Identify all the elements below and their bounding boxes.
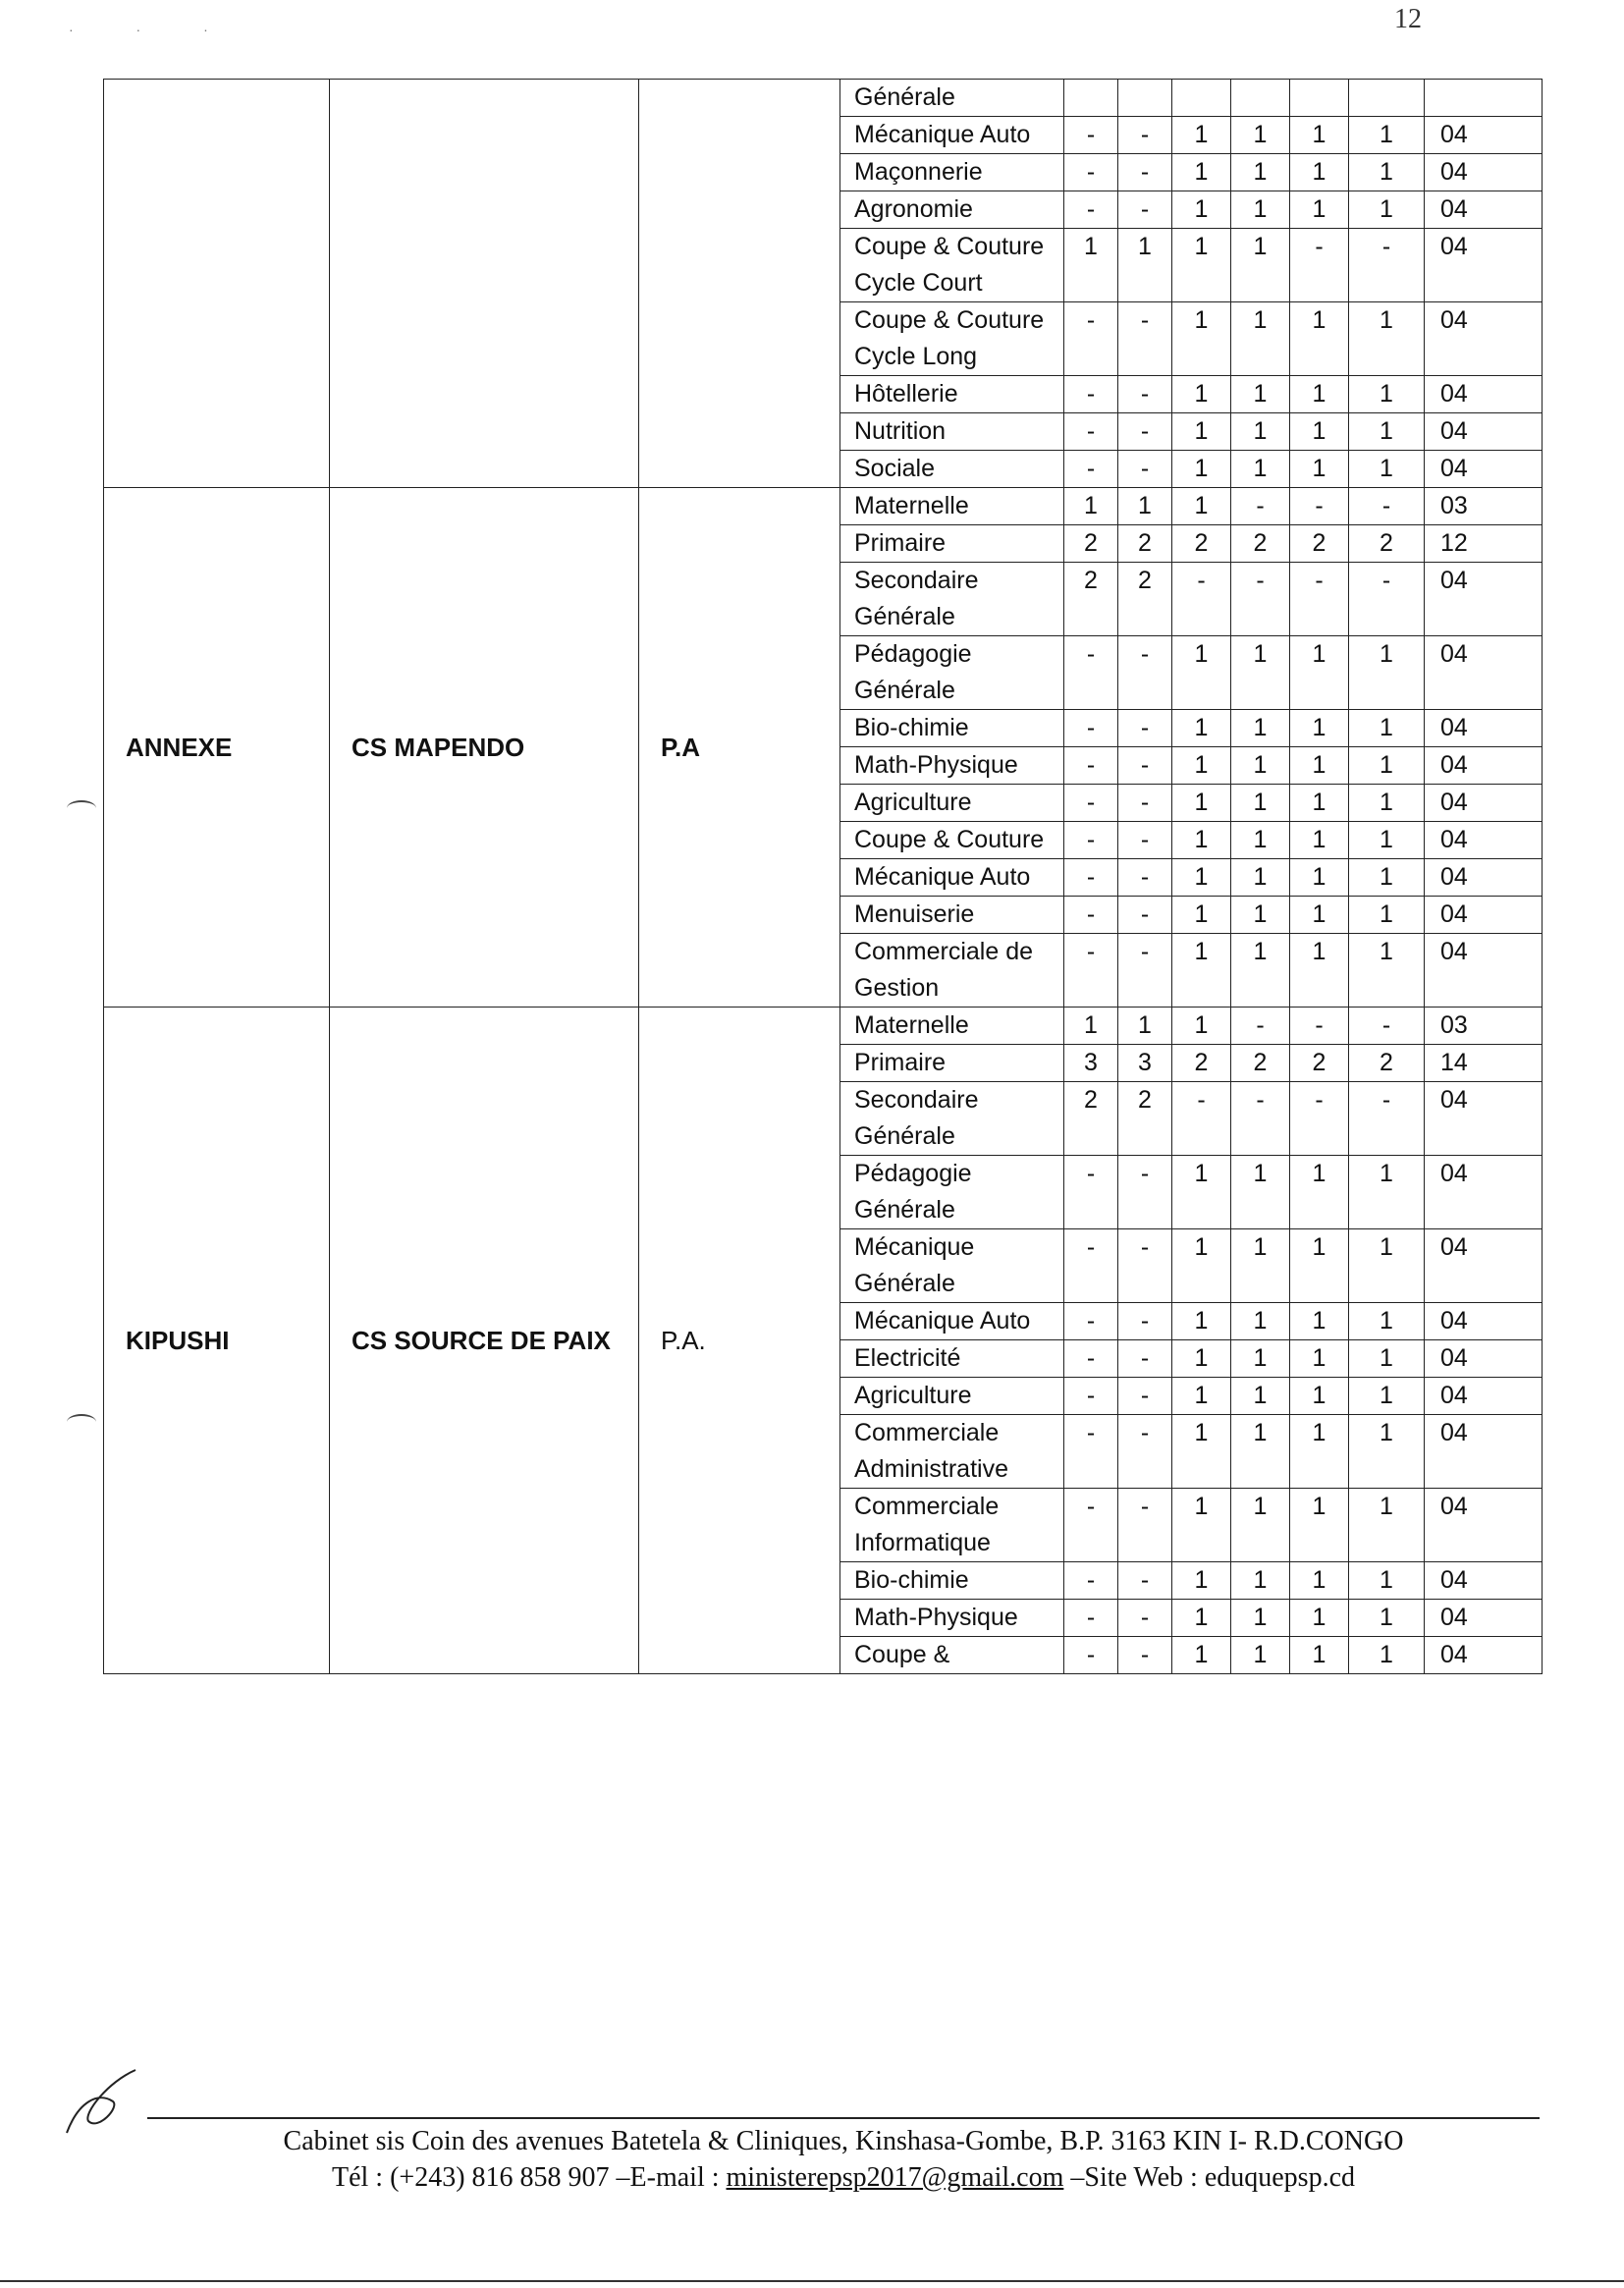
course-cell: Nutrition bbox=[840, 413, 1064, 451]
count-cell: - bbox=[1064, 376, 1118, 413]
course-cell: Agronomie bbox=[840, 191, 1064, 229]
count-cell: - bbox=[1064, 1562, 1118, 1600]
count-cell: 1 bbox=[1231, 376, 1290, 413]
course-cell: Maçonnerie bbox=[840, 154, 1064, 191]
region-cell: KIPUSHI bbox=[104, 1008, 330, 1674]
course-cell: Primaire bbox=[840, 525, 1064, 563]
count-cell: 2 bbox=[1290, 525, 1349, 563]
count-cell bbox=[1349, 80, 1425, 117]
count-cell: 1 bbox=[1231, 302, 1290, 376]
footer-address: Cabinet sis Coin des avenues Batetela & Cliniques, Kinshasa-Gombe, B.P. 3163 KIN I- R.D.CONGO bbox=[283, 2126, 1404, 2156]
count-cell: - bbox=[1118, 1600, 1172, 1637]
count-cell: 1 bbox=[1290, 822, 1349, 859]
count-cell: 1 bbox=[1172, 117, 1231, 154]
course-cell: Commerciale Administrative bbox=[840, 1415, 1064, 1489]
count-cell: - bbox=[1118, 191, 1172, 229]
count-cell: 2 bbox=[1231, 1045, 1290, 1082]
count-cell: 1 bbox=[1172, 191, 1231, 229]
count-cell: - bbox=[1231, 563, 1290, 636]
count-cell: - bbox=[1118, 934, 1172, 1008]
margin-mark bbox=[67, 1414, 96, 1430]
count-cell: 1 bbox=[1290, 1156, 1349, 1229]
count-cell: 1 bbox=[1231, 154, 1290, 191]
count-cell: 1 bbox=[1172, 413, 1231, 451]
count-cell: 1 bbox=[1349, 1378, 1425, 1415]
count-cell: 1 bbox=[1231, 1489, 1290, 1562]
count-cell: - bbox=[1064, 822, 1118, 859]
count-cell: 3 bbox=[1064, 1045, 1118, 1082]
region-cell: ANNEXE bbox=[104, 488, 330, 1008]
count-cell: 1 bbox=[1231, 1303, 1290, 1340]
course-cell: Générale bbox=[840, 80, 1064, 117]
total-cell: 04 bbox=[1425, 747, 1543, 785]
total-cell: 04 bbox=[1425, 376, 1543, 413]
count-cell bbox=[1118, 80, 1172, 117]
count-cell: 1 bbox=[1290, 934, 1349, 1008]
count-cell: 2 bbox=[1172, 1045, 1231, 1082]
count-cell: - bbox=[1064, 413, 1118, 451]
total-cell: 04 bbox=[1425, 1082, 1543, 1156]
school-cell: CS MAPENDO bbox=[330, 488, 639, 1008]
count-cell: 1 bbox=[1349, 413, 1425, 451]
count-cell: - bbox=[1118, 451, 1172, 488]
count-cell: 1 bbox=[1172, 302, 1231, 376]
count-cell: 1 bbox=[1231, 934, 1290, 1008]
course-cell: Secondaire Générale bbox=[840, 563, 1064, 636]
count-cell: - bbox=[1118, 413, 1172, 451]
count-cell: - bbox=[1064, 117, 1118, 154]
count-cell: 2 bbox=[1349, 525, 1425, 563]
count-cell: - bbox=[1064, 747, 1118, 785]
count-cell: 1 bbox=[1231, 1637, 1290, 1674]
course-cell: Mécanique Auto bbox=[840, 859, 1064, 897]
count-cell: 1 bbox=[1231, 1340, 1290, 1378]
count-cell: - bbox=[1064, 1415, 1118, 1489]
count-cell: 1 bbox=[1231, 191, 1290, 229]
count-cell: 1 bbox=[1231, 1229, 1290, 1303]
count-cell: 2 bbox=[1064, 563, 1118, 636]
count-cell: 1 bbox=[1172, 376, 1231, 413]
count-cell: 1 bbox=[1172, 1637, 1231, 1674]
total-cell: 04 bbox=[1425, 302, 1543, 376]
count-cell: 1 bbox=[1172, 934, 1231, 1008]
course-cell: Mécanique Générale bbox=[840, 1229, 1064, 1303]
count-cell: - bbox=[1064, 897, 1118, 934]
count-cell: - bbox=[1064, 710, 1118, 747]
count-cell bbox=[1231, 80, 1290, 117]
count-cell: - bbox=[1290, 488, 1349, 525]
count-cell: 1 bbox=[1349, 785, 1425, 822]
count-cell: - bbox=[1349, 563, 1425, 636]
count-cell: 1 bbox=[1290, 376, 1349, 413]
count-cell: 1 bbox=[1172, 1378, 1231, 1415]
count-cell: - bbox=[1064, 785, 1118, 822]
course-cell: Agriculture bbox=[840, 785, 1064, 822]
school-cell: CS SOURCE DE PAIX bbox=[330, 1008, 639, 1674]
count-cell: 1 bbox=[1290, 154, 1349, 191]
count-cell: - bbox=[1064, 1600, 1118, 1637]
count-cell: 1 bbox=[1172, 1303, 1231, 1340]
course-cell: Hôtellerie bbox=[840, 376, 1064, 413]
table-row bbox=[104, 1008, 1543, 1045]
count-cell: - bbox=[1290, 229, 1349, 302]
count-cell: 2 bbox=[1118, 525, 1172, 563]
footer-divider bbox=[147, 2117, 1540, 2119]
count-cell: 1 bbox=[1118, 488, 1172, 525]
count-cell: - bbox=[1349, 229, 1425, 302]
count-cell: 1 bbox=[1231, 897, 1290, 934]
count-cell: - bbox=[1064, 1156, 1118, 1229]
count-cell: 1 bbox=[1349, 710, 1425, 747]
count-cell: - bbox=[1118, 154, 1172, 191]
count-cell: 1 bbox=[1290, 1600, 1349, 1637]
count-cell: 1 bbox=[1172, 897, 1231, 934]
count-cell: 1 bbox=[1290, 747, 1349, 785]
count-cell: - bbox=[1118, 710, 1172, 747]
total-cell: 04 bbox=[1425, 636, 1543, 710]
count-cell: 1 bbox=[1172, 1562, 1231, 1600]
count-cell: 1 bbox=[1349, 934, 1425, 1008]
count-cell: 1 bbox=[1290, 1229, 1349, 1303]
count-cell: 1 bbox=[1231, 636, 1290, 710]
footer-email-link[interactable]: ministerepsp2017@gmail.com bbox=[726, 2162, 1064, 2193]
count-cell: - bbox=[1064, 191, 1118, 229]
status-cell: P.A bbox=[639, 488, 840, 1008]
total-cell: 04 bbox=[1425, 859, 1543, 897]
count-cell bbox=[1064, 80, 1118, 117]
count-cell: 1 bbox=[1231, 229, 1290, 302]
total-cell: 03 bbox=[1425, 1008, 1543, 1045]
course-cell: Coupe & Couture bbox=[840, 822, 1064, 859]
count-cell: 1 bbox=[1349, 1489, 1425, 1562]
course-cell: Pédagogie Générale bbox=[840, 1156, 1064, 1229]
count-cell: 1 bbox=[1172, 488, 1231, 525]
count-cell: 1 bbox=[1064, 229, 1118, 302]
count-cell: 1 bbox=[1290, 191, 1349, 229]
course-cell: Menuiserie bbox=[840, 897, 1064, 934]
page-bottom-edge bbox=[0, 2280, 1624, 2282]
count-cell: - bbox=[1064, 1378, 1118, 1415]
count-cell: 1 bbox=[1231, 1156, 1290, 1229]
count-cell: - bbox=[1118, 822, 1172, 859]
count-cell: 1 bbox=[1064, 488, 1118, 525]
total-cell: 04 bbox=[1425, 822, 1543, 859]
footer bbox=[147, 2123, 1540, 2196]
count-cell: 1 bbox=[1172, 636, 1231, 710]
count-cell: 1 bbox=[1290, 1637, 1349, 1674]
course-cell: Mécanique Auto bbox=[840, 117, 1064, 154]
count-cell: 1 bbox=[1349, 154, 1425, 191]
course-cell: Maternelle bbox=[840, 1008, 1064, 1045]
count-cell: - bbox=[1118, 117, 1172, 154]
count-cell: 1 bbox=[1349, 376, 1425, 413]
count-cell: - bbox=[1064, 859, 1118, 897]
count-cell: 1 bbox=[1118, 229, 1172, 302]
count-cell: 1 bbox=[1231, 413, 1290, 451]
count-cell: - bbox=[1290, 563, 1349, 636]
count-cell: - bbox=[1118, 376, 1172, 413]
count-cell: 1 bbox=[1290, 1415, 1349, 1489]
course-cell: Coupe & bbox=[840, 1637, 1064, 1674]
total-cell: 04 bbox=[1425, 785, 1543, 822]
count-cell: 1 bbox=[1231, 859, 1290, 897]
count-cell: - bbox=[1064, 451, 1118, 488]
count-cell: 2 bbox=[1118, 563, 1172, 636]
total-cell: 04 bbox=[1425, 451, 1543, 488]
course-cell: Sociale bbox=[840, 451, 1064, 488]
scan-specks: · · · bbox=[69, 22, 238, 37]
count-cell: - bbox=[1231, 488, 1290, 525]
count-cell: - bbox=[1118, 1637, 1172, 1674]
total-cell: 04 bbox=[1425, 1340, 1543, 1378]
course-cell: Pédagogie Générale bbox=[840, 636, 1064, 710]
count-cell: 1 bbox=[1172, 229, 1231, 302]
region-cell bbox=[104, 80, 330, 488]
count-cell: 1 bbox=[1290, 117, 1349, 154]
total-cell: 04 bbox=[1425, 1489, 1543, 1562]
count-cell: - bbox=[1118, 1229, 1172, 1303]
count-cell: - bbox=[1118, 1303, 1172, 1340]
count-cell: 2 bbox=[1290, 1045, 1349, 1082]
course-cell: Secondaire Générale bbox=[840, 1082, 1064, 1156]
total-cell: 04 bbox=[1425, 1415, 1543, 1489]
course-cell: Maternelle bbox=[840, 488, 1064, 525]
signature-mark bbox=[59, 2062, 147, 2141]
count-cell: 1 bbox=[1349, 1340, 1425, 1378]
footer-tel: Tél : (+243) 816 858 907 –E-mail : bbox=[332, 2162, 727, 2193]
count-cell: - bbox=[1064, 636, 1118, 710]
count-cell: - bbox=[1118, 1489, 1172, 1562]
table-row bbox=[104, 80, 1543, 117]
count-cell: 1 bbox=[1290, 785, 1349, 822]
count-cell: 3 bbox=[1118, 1045, 1172, 1082]
count-cell: 1 bbox=[1231, 822, 1290, 859]
count-cell: 1 bbox=[1349, 1637, 1425, 1674]
total-cell: 14 bbox=[1425, 1045, 1543, 1082]
total-cell: 04 bbox=[1425, 897, 1543, 934]
count-cell: 1 bbox=[1231, 710, 1290, 747]
count-cell: 1 bbox=[1290, 451, 1349, 488]
count-cell: 2 bbox=[1118, 1082, 1172, 1156]
total-cell: 04 bbox=[1425, 563, 1543, 636]
total-cell: 04 bbox=[1425, 1378, 1543, 1415]
count-cell: 1 bbox=[1172, 1489, 1231, 1562]
count-cell: - bbox=[1118, 1562, 1172, 1600]
count-cell: 2 bbox=[1349, 1045, 1425, 1082]
count-cell: 2 bbox=[1231, 525, 1290, 563]
course-cell: Electricité bbox=[840, 1340, 1064, 1378]
total-cell: 12 bbox=[1425, 525, 1543, 563]
count-cell: - bbox=[1118, 1378, 1172, 1415]
count-cell: 1 bbox=[1349, 1562, 1425, 1600]
total-cell: 04 bbox=[1425, 1600, 1543, 1637]
count-cell: - bbox=[1231, 1082, 1290, 1156]
count-cell: - bbox=[1118, 1415, 1172, 1489]
count-cell: - bbox=[1290, 1082, 1349, 1156]
count-cell: - bbox=[1064, 302, 1118, 376]
count-cell: 1 bbox=[1349, 636, 1425, 710]
total-cell: 04 bbox=[1425, 1229, 1543, 1303]
count-cell: 1 bbox=[1172, 785, 1231, 822]
total-cell: 04 bbox=[1425, 117, 1543, 154]
count-cell: - bbox=[1064, 1303, 1118, 1340]
count-cell: 1 bbox=[1349, 302, 1425, 376]
count-cell: - bbox=[1064, 1229, 1118, 1303]
total-cell: 04 bbox=[1425, 1637, 1543, 1674]
count-cell: - bbox=[1118, 897, 1172, 934]
count-cell: 1 bbox=[1172, 451, 1231, 488]
count-cell: 1 bbox=[1290, 636, 1349, 710]
count-cell: - bbox=[1064, 1637, 1118, 1674]
count-cell: 1 bbox=[1231, 1415, 1290, 1489]
count-cell: 2 bbox=[1064, 525, 1118, 563]
count-cell: - bbox=[1172, 1082, 1231, 1156]
count-cell bbox=[1172, 80, 1231, 117]
course-cell: Mécanique Auto bbox=[840, 1303, 1064, 1340]
count-cell: 1 bbox=[1231, 785, 1290, 822]
course-cell: Coupe & Couture Cycle Long bbox=[840, 302, 1064, 376]
count-cell: 2 bbox=[1064, 1082, 1118, 1156]
count-cell: 1 bbox=[1290, 1562, 1349, 1600]
total-cell: 04 bbox=[1425, 1303, 1543, 1340]
count-cell: 1 bbox=[1290, 897, 1349, 934]
count-cell: 1 bbox=[1349, 859, 1425, 897]
count-cell: 1 bbox=[1172, 710, 1231, 747]
count-cell: - bbox=[1118, 1156, 1172, 1229]
count-cell: 1 bbox=[1349, 1415, 1425, 1489]
count-cell: 1 bbox=[1172, 859, 1231, 897]
total-cell: 04 bbox=[1425, 1562, 1543, 1600]
count-cell: 1 bbox=[1349, 117, 1425, 154]
count-cell: - bbox=[1064, 1489, 1118, 1562]
count-cell: 1 bbox=[1231, 1562, 1290, 1600]
count-cell: 1 bbox=[1172, 154, 1231, 191]
count-cell: 1 bbox=[1172, 1156, 1231, 1229]
count-cell: 1 bbox=[1172, 822, 1231, 859]
allocation-table bbox=[103, 79, 1543, 1674]
total-cell: 04 bbox=[1425, 154, 1543, 191]
count-cell: - bbox=[1064, 1340, 1118, 1378]
status-cell bbox=[639, 80, 840, 488]
status-cell: P.A. bbox=[639, 1008, 840, 1674]
course-cell: Commerciale Informatique bbox=[840, 1489, 1064, 1562]
count-cell: 1 bbox=[1290, 1378, 1349, 1415]
count-cell: 1 bbox=[1349, 822, 1425, 859]
total-cell: 04 bbox=[1425, 710, 1543, 747]
count-cell: - bbox=[1118, 1340, 1172, 1378]
total-cell: 04 bbox=[1425, 191, 1543, 229]
course-cell: Primaire bbox=[840, 1045, 1064, 1082]
table-row bbox=[104, 488, 1543, 525]
count-cell: 1 bbox=[1349, 451, 1425, 488]
total-cell bbox=[1425, 80, 1543, 117]
count-cell: 1 bbox=[1172, 1340, 1231, 1378]
count-cell: 1 bbox=[1118, 1008, 1172, 1045]
course-cell: Math-Physique bbox=[840, 747, 1064, 785]
count-cell: 1 bbox=[1349, 191, 1425, 229]
footer-site: –Site Web : eduquepsp.cd bbox=[1063, 2162, 1355, 2193]
count-cell: - bbox=[1349, 1082, 1425, 1156]
count-cell: 1 bbox=[1349, 897, 1425, 934]
course-cell: Bio-chimie bbox=[840, 1562, 1064, 1600]
count-cell: - bbox=[1118, 636, 1172, 710]
course-cell: Commerciale de Gestion bbox=[840, 934, 1064, 1008]
count-cell: - bbox=[1118, 747, 1172, 785]
count-cell: 1 bbox=[1172, 747, 1231, 785]
count-cell: 1 bbox=[1290, 302, 1349, 376]
count-cell: 1 bbox=[1290, 859, 1349, 897]
count-cell: - bbox=[1118, 302, 1172, 376]
school-cell bbox=[330, 80, 639, 488]
course-cell: Coupe & Couture Cycle Court bbox=[840, 229, 1064, 302]
count-cell: 1 bbox=[1231, 747, 1290, 785]
count-cell: 1 bbox=[1290, 1489, 1349, 1562]
course-cell: Math-Physique bbox=[840, 1600, 1064, 1637]
count-cell: - bbox=[1349, 1008, 1425, 1045]
count-cell: 1 bbox=[1064, 1008, 1118, 1045]
total-cell: 04 bbox=[1425, 413, 1543, 451]
count-cell: 1 bbox=[1231, 1378, 1290, 1415]
margin-mark bbox=[67, 800, 96, 816]
page-number: 12 bbox=[1394, 4, 1422, 34]
count-cell: - bbox=[1231, 1008, 1290, 1045]
count-cell: 1 bbox=[1349, 747, 1425, 785]
count-cell: 1 bbox=[1349, 1229, 1425, 1303]
count-cell: 1 bbox=[1231, 1600, 1290, 1637]
count-cell: - bbox=[1118, 785, 1172, 822]
count-cell: - bbox=[1349, 488, 1425, 525]
count-cell: 1 bbox=[1231, 117, 1290, 154]
count-cell: 1 bbox=[1290, 1303, 1349, 1340]
count-cell: 1 bbox=[1172, 1600, 1231, 1637]
course-cell: Agriculture bbox=[840, 1378, 1064, 1415]
count-cell: 1 bbox=[1349, 1600, 1425, 1637]
count-cell: 1 bbox=[1231, 451, 1290, 488]
count-cell: 1 bbox=[1290, 710, 1349, 747]
count-cell: 1 bbox=[1290, 1340, 1349, 1378]
total-cell: 04 bbox=[1425, 229, 1543, 302]
count-cell: - bbox=[1064, 154, 1118, 191]
count-cell: - bbox=[1172, 563, 1231, 636]
count-cell: - bbox=[1290, 1008, 1349, 1045]
count-cell: 1 bbox=[1290, 413, 1349, 451]
total-cell: 04 bbox=[1425, 934, 1543, 1008]
count-cell bbox=[1290, 80, 1349, 117]
count-cell: - bbox=[1118, 859, 1172, 897]
count-cell: - bbox=[1064, 934, 1118, 1008]
count-cell: 1 bbox=[1172, 1229, 1231, 1303]
total-cell: 03 bbox=[1425, 488, 1543, 525]
total-cell: 04 bbox=[1425, 1156, 1543, 1229]
count-cell: 1 bbox=[1349, 1156, 1425, 1229]
count-cell: 1 bbox=[1172, 1415, 1231, 1489]
count-cell: 2 bbox=[1172, 525, 1231, 563]
count-cell: 1 bbox=[1349, 1303, 1425, 1340]
footer-contact bbox=[147, 2159, 1540, 2196]
course-cell: Bio-chimie bbox=[840, 710, 1064, 747]
count-cell: 1 bbox=[1172, 1008, 1231, 1045]
